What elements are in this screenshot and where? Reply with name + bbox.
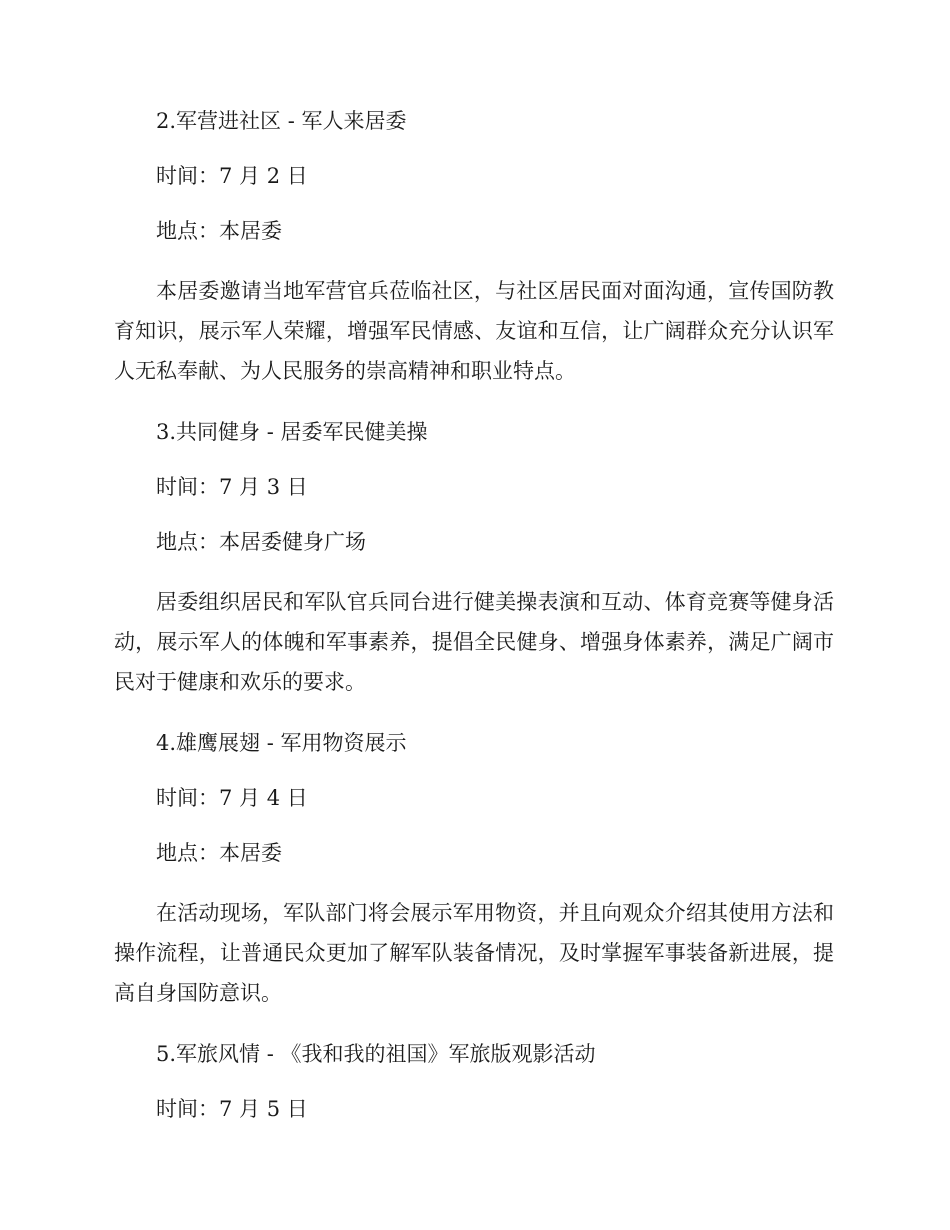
section-body: 本居委邀请当地军营官兵莅临社区，与社区居民面对面沟通，宣传国防教育知识，展示军人荣耀，增强军民情感、友谊和互信，让广阔群众充分认识军人无私奉献、为人民服务的崇高精神和职业特点。 xyxy=(114,279,834,383)
section-time: 时间：7 月 4 日 xyxy=(156,786,308,810)
section-time: 时间：7 月 2 日 xyxy=(156,164,308,188)
document-body xyxy=(114,106,834,1149)
section-body: 居委组织居民和军队官兵同台进行健美操表演和互动、体育竞赛等健身活动，展示军人的体魄和军事素养，提倡全民健身、增强身体素养，满足广阔市民对于健康和欢乐的要求。 xyxy=(114,590,834,694)
section-time: 时间：7 月 3 日 xyxy=(156,475,308,499)
section-time: 时间：7 月 5 日 xyxy=(156,1097,308,1121)
section-place: 地点：本居委 xyxy=(156,841,282,865)
section-heading: 3.共同健身 - 居委军民健美操 xyxy=(156,420,428,444)
section-place: 地点：本居委 xyxy=(156,219,282,243)
section-heading: 4.雄鹰展翅 - 军用物资展示 xyxy=(156,731,407,755)
section-body: 在活动现场，军队部门将会展示军用物资，并且向观众介绍其使用方法和操作流程，让普通民众更加了解军队装备情况，及时掌握军事装备新进展，提高自身国防意识。 xyxy=(114,901,834,1005)
section-heading: 2.军营进社区 - 军人来居委 xyxy=(156,109,407,133)
section-place: 地点：本居委健身广场 xyxy=(156,530,366,554)
section-heading: 5.军旅风情 - 《我和我的祖国》军旅版观影活动 xyxy=(156,1042,596,1066)
